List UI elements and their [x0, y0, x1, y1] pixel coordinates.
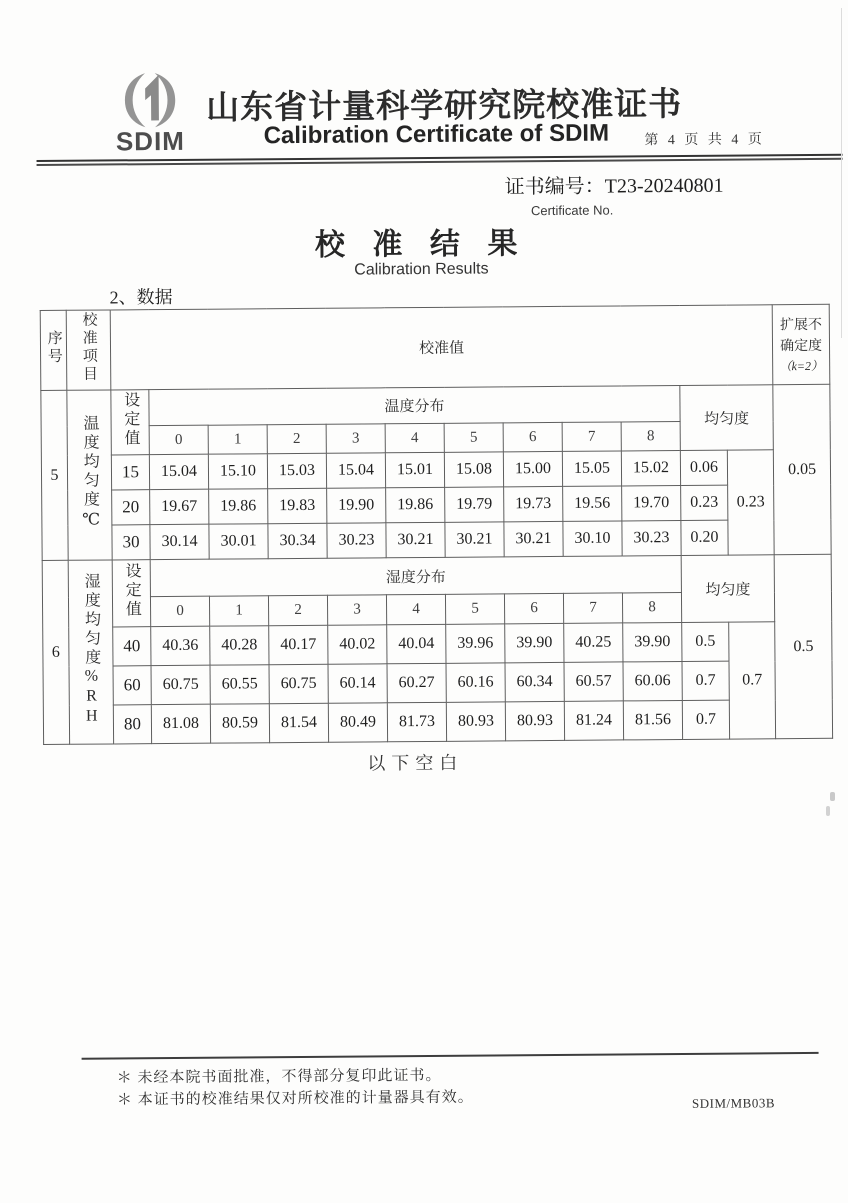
temp-value-cell: 19.83: [268, 488, 327, 523]
hum-value-cell: 60.14: [328, 664, 387, 703]
temp-value-cell: 15.08: [444, 452, 503, 487]
below-blank-text: 以下空白: [367, 752, 464, 774]
hum-uncertainty: 0.5: [774, 554, 832, 738]
temp-value-cell: 19.70: [622, 485, 681, 520]
certificate-title-en: Calibration Certificate of SDIM: [263, 119, 610, 150]
hum-point-header: 0: [150, 596, 209, 626]
footer-note-2: ＊ 本证书的校准结果仅对所校准的计量器具有效。: [116, 1089, 474, 1109]
temp-value-cell: 30.21: [445, 522, 504, 557]
temp-value-cell: 15.04: [149, 454, 208, 489]
temp-point-header: 0: [149, 425, 208, 454]
hum-value-cell: 60.06: [623, 661, 682, 700]
temp-value-cell: 19.86: [209, 489, 268, 524]
hum-row-60: [43, 660, 832, 705]
header-uncertainty-cell: [772, 304, 830, 384]
footer-note-1: ＊ 未经本院书面批准，不得部分复印此证书。: [116, 1067, 442, 1087]
scan-edge-line: [841, 8, 842, 338]
header-value: 校准值: [110, 305, 773, 390]
results-title-en: Calibration Results: [354, 260, 489, 279]
temp-point-header: 4: [385, 423, 444, 452]
temp-value-cell: 15.02: [621, 450, 680, 485]
hum-set-value: 40: [113, 627, 151, 666]
hum-value-cell: 80.49: [328, 703, 387, 742]
hum-value-cell: 60.27: [387, 663, 446, 702]
temp-value-cell: 30.14: [150, 524, 209, 559]
hum-value-cell: 40.17: [269, 625, 328, 664]
temp-overall-uniformity: 0.23: [727, 450, 774, 555]
temp-value-cell: 15.04: [326, 453, 385, 488]
temp-set-value: 30: [112, 525, 150, 560]
temp-value-cell: 30.23: [327, 523, 386, 558]
temp-point-header: 2: [267, 424, 326, 453]
temp-point-header: 6: [503, 422, 562, 451]
temp-uncertainty: 0.05: [773, 384, 831, 554]
hum-set-value: 60: [113, 666, 151, 705]
temp-value-cell: 30.21: [386, 522, 445, 557]
hum-dist-label: 湿度分布: [150, 555, 681, 596]
hum-value-cell: 40.04: [387, 624, 446, 663]
hum-point-header: 8: [622, 592, 681, 622]
hum-row-80: [43, 699, 832, 744]
hum-value-cell: 60.57: [564, 662, 623, 701]
form-code: SDIM/MB03B: [691, 1095, 776, 1111]
hum-value-cell: 81.24: [564, 701, 623, 740]
hum-item: 湿度均匀度%RH: [82, 572, 101, 728]
header-uncertainty: 扩展不确定度: [779, 317, 823, 354]
header-no: 序号: [45, 329, 62, 366]
hum-item-cell: [68, 560, 113, 744]
logo-text: SDIM: [115, 125, 186, 157]
hum-value-cell: 81.54: [269, 703, 328, 742]
hum-point-header: 7: [563, 593, 622, 623]
hum-set-label: 设定值: [122, 562, 141, 620]
hum-row-uniformity: 0.5: [682, 622, 729, 661]
hum-point-header: 6: [504, 593, 563, 623]
hum-point-header: 4: [386, 594, 445, 624]
temp-value-cell: 19.86: [386, 487, 445, 522]
hum-value-cell: 60.75: [151, 665, 210, 704]
temp-point-header: 1: [208, 425, 267, 454]
temp-row-uniformity: 0.20: [681, 520, 728, 555]
temp-value-cell: 19.56: [563, 486, 622, 521]
calibration-table-wrap: [40, 304, 833, 745]
temp-value-cell: 30.01: [209, 524, 268, 559]
page-number: 第 4 页 共 4 页: [644, 132, 765, 149]
temp-point-header: 3: [326, 424, 385, 453]
table-header-row: [40, 304, 830, 390]
hum-row-uniformity: 0.7: [682, 700, 729, 739]
temp-set-label: 设定值: [121, 391, 140, 449]
temp-value-cell: 30.23: [622, 520, 681, 555]
hum-row-uniformity: 0.7: [682, 661, 729, 700]
temp-subheader-row-1: [41, 384, 830, 426]
hum-value-cell: 39.90: [505, 623, 564, 662]
hum-value-cell: 80.93: [446, 702, 505, 741]
scan-artifact: [830, 792, 835, 801]
hum-subheader-row-1: [42, 554, 831, 597]
temp-set-label-cell: [111, 390, 150, 455]
temp-value-cell: 30.34: [268, 523, 327, 558]
temp-value-cell: 15.01: [385, 452, 444, 487]
hum-value-cell: 40.36: [151, 626, 210, 665]
temp-row-uniformity: 0.23: [681, 485, 728, 520]
footer-divider: [82, 1052, 819, 1060]
hum-overall-uniformity: 0.7: [729, 622, 776, 739]
hum-value-cell: 39.96: [446, 624, 505, 663]
hum-point-header: 2: [268, 595, 327, 625]
temp-item-cell: [67, 390, 112, 560]
hum-value-cell: 60.16: [446, 663, 505, 702]
results-title-cn: 校 准 结 果: [314, 227, 528, 262]
temp-value-cell: 15.03: [267, 453, 326, 488]
sdim-logo-icon: [118, 70, 182, 131]
temp-value-cell: 30.10: [563, 521, 622, 556]
hum-value-cell: 60.75: [269, 664, 328, 703]
hum-value-cell: 60.34: [505, 662, 564, 701]
certificate-title-cn: 山东省计量科学研究院校准证书: [205, 86, 683, 127]
temp-value-cell: 15.05: [562, 451, 621, 486]
hum-point-header: 3: [327, 595, 386, 625]
temp-value-cell: 19.67: [150, 489, 209, 524]
hum-value-cell: 81.56: [623, 700, 682, 739]
hum-no-cell: 6: [42, 560, 69, 744]
hum-value-cell: 80.93: [505, 701, 564, 740]
temp-value-cell: 19.73: [504, 486, 563, 521]
hum-value-cell: 40.02: [328, 625, 387, 664]
hum-point-header: 5: [445, 594, 504, 624]
temp-point-header: 7: [562, 422, 621, 451]
temp-row-uniformity: 0.06: [680, 450, 727, 485]
hum-value-cell: 40.25: [564, 623, 623, 662]
hum-value-cell: 40.28: [210, 626, 269, 665]
certificate-number: 证书编号：T23-20240801: [504, 174, 724, 199]
temp-value-cell: 30.21: [504, 521, 563, 556]
temp-value-cell: 15.00: [503, 451, 562, 486]
hum-set-label-cell: [112, 560, 151, 627]
hum-value-cell: 60.55: [210, 665, 269, 704]
scan-artifact: [826, 806, 830, 816]
temp-point-header: 8: [621, 421, 680, 450]
calibration-results-table: [40, 304, 833, 745]
temp-set-value: 20: [112, 490, 150, 525]
hum-value-cell: 81.08: [151, 704, 210, 743]
temp-unif-label: 均匀度: [680, 385, 774, 451]
hum-unif-label: 均匀度: [681, 555, 775, 623]
hum-value-cell: 81.73: [387, 702, 446, 741]
temp-point-header: 5: [444, 423, 503, 452]
hum-row-40: [43, 621, 832, 666]
header-item-cell: [66, 310, 111, 390]
temp-no-cell: 5: [41, 390, 68, 560]
header-no-cell: [40, 310, 67, 390]
hum-value-cell: 39.90: [623, 622, 682, 661]
header-item: 校准项目: [80, 311, 98, 384]
header-uncertainty-k: （k=2）: [779, 358, 824, 373]
temp-set-value: 15: [111, 455, 149, 490]
hum-value-cell: 80.59: [210, 704, 269, 743]
data-section-label: 2、数据: [109, 286, 173, 308]
temp-value-cell: 15.10: [208, 454, 267, 489]
certificate-number-label-en: Certificate No.: [530, 202, 614, 219]
temp-value-cell: 19.79: [445, 487, 504, 522]
temp-item: 温度均匀度℃: [80, 414, 99, 532]
temp-dist-label: 温度分布: [149, 385, 680, 425]
sdim-logo: [94, 70, 207, 158]
temp-value-cell: 19.90: [327, 488, 386, 523]
hum-point-header: 1: [209, 596, 268, 626]
hum-set-value: 80: [113, 705, 151, 744]
